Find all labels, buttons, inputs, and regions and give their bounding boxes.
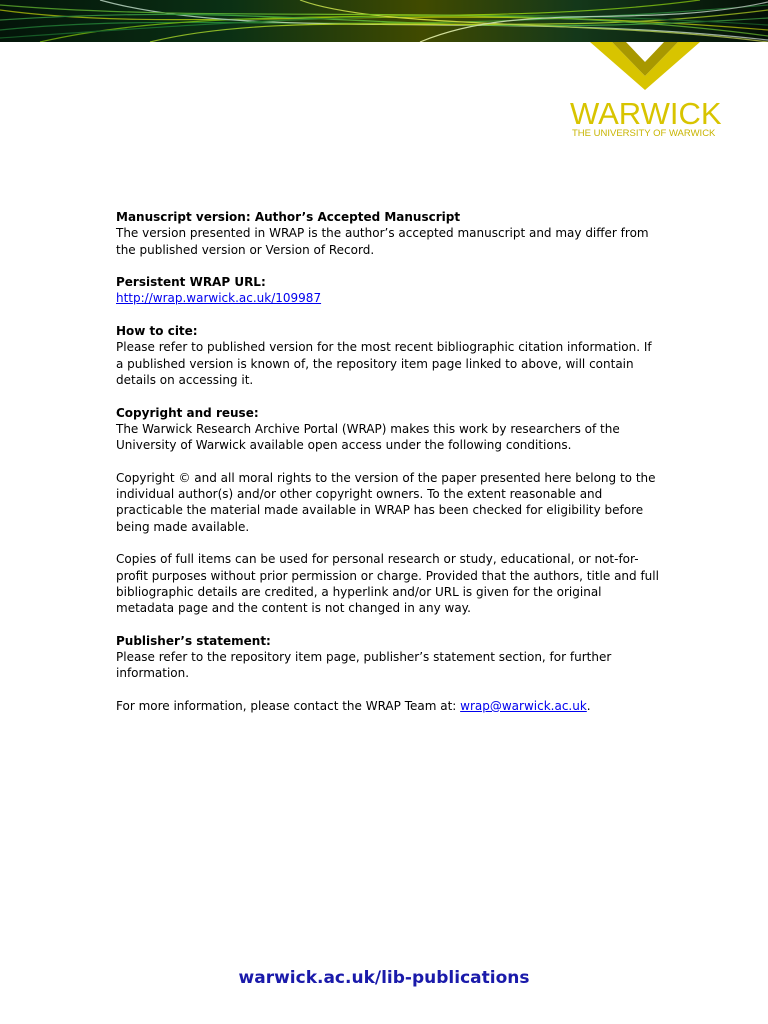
copyright-body-1: The Warwick Research Archive Portal (WRAP) makes this work by researchers of the University of Warwick available open access under the following conditions. xyxy=(116,421,620,453)
notice-content xyxy=(116,209,661,731)
logo-wordmark: WARWICK xyxy=(570,96,722,131)
copyright-paragraph-2: Copyright © and all moral rights to the version of the paper presented here belong to the individual author(s) and/or other copyright owners. To the extent reasonable and practicable the material made available in WRAP has been checked for eligibility before being made available. xyxy=(116,470,656,534)
cite-heading: How to cite: xyxy=(116,324,198,339)
copyright-section xyxy=(116,405,661,454)
cite-section xyxy=(116,323,661,388)
manuscript-section xyxy=(116,209,661,258)
contact-section xyxy=(116,698,661,714)
cite-body: Please refer to published version for the most recent bibliographic citation information. If a published version is known of, the repository item page linked to above, will contain details on accessing it. xyxy=(116,340,652,387)
copyright-heading: Copyright and reuse: xyxy=(116,405,259,420)
publisher-heading: Publisher’s statement: xyxy=(116,633,271,648)
manuscript-body: The version presented in WRAP is the author’s accepted manuscript and may differ from the published version or Version of Record. xyxy=(116,226,649,257)
logo-tagline: THE UNIVERSITY OF WARWICK xyxy=(572,128,716,139)
university-logo xyxy=(570,42,720,142)
url-heading: Persistent WRAP URL: xyxy=(116,275,266,290)
contact-text: For more information, please contact the WRAP Team at: xyxy=(116,698,461,713)
publisher-section xyxy=(116,633,661,682)
contact-end: . xyxy=(586,698,591,713)
copyright-paragraph-3: Copies of full items can be used for personal research or study, educational, or not-for-profit purposes without prior permission or charge. Provided that the authors, title and full bibliographic details are credited, a hyperlink and/or URL is given for the original metadata page and the content is not changed in any way. xyxy=(116,552,659,616)
banner-artwork xyxy=(0,0,768,42)
contact-email-link[interactable]: wrap@warwick.ac.uk xyxy=(460,698,587,713)
logo-chevron-icon xyxy=(590,42,700,90)
header-banner xyxy=(0,0,768,42)
manuscript-heading: Manuscript version: Author’s Accepted Manuscript xyxy=(116,210,461,224)
publisher-body: Please refer to the repository item page, publisher’s statement section, for further information. xyxy=(116,650,612,681)
footer-link[interactable]: warwick.ac.uk/lib-publications xyxy=(238,968,530,988)
wrap-url-link[interactable]: http://wrap.warwick.ac.uk/109987 xyxy=(116,291,322,306)
url-section xyxy=(116,274,661,307)
